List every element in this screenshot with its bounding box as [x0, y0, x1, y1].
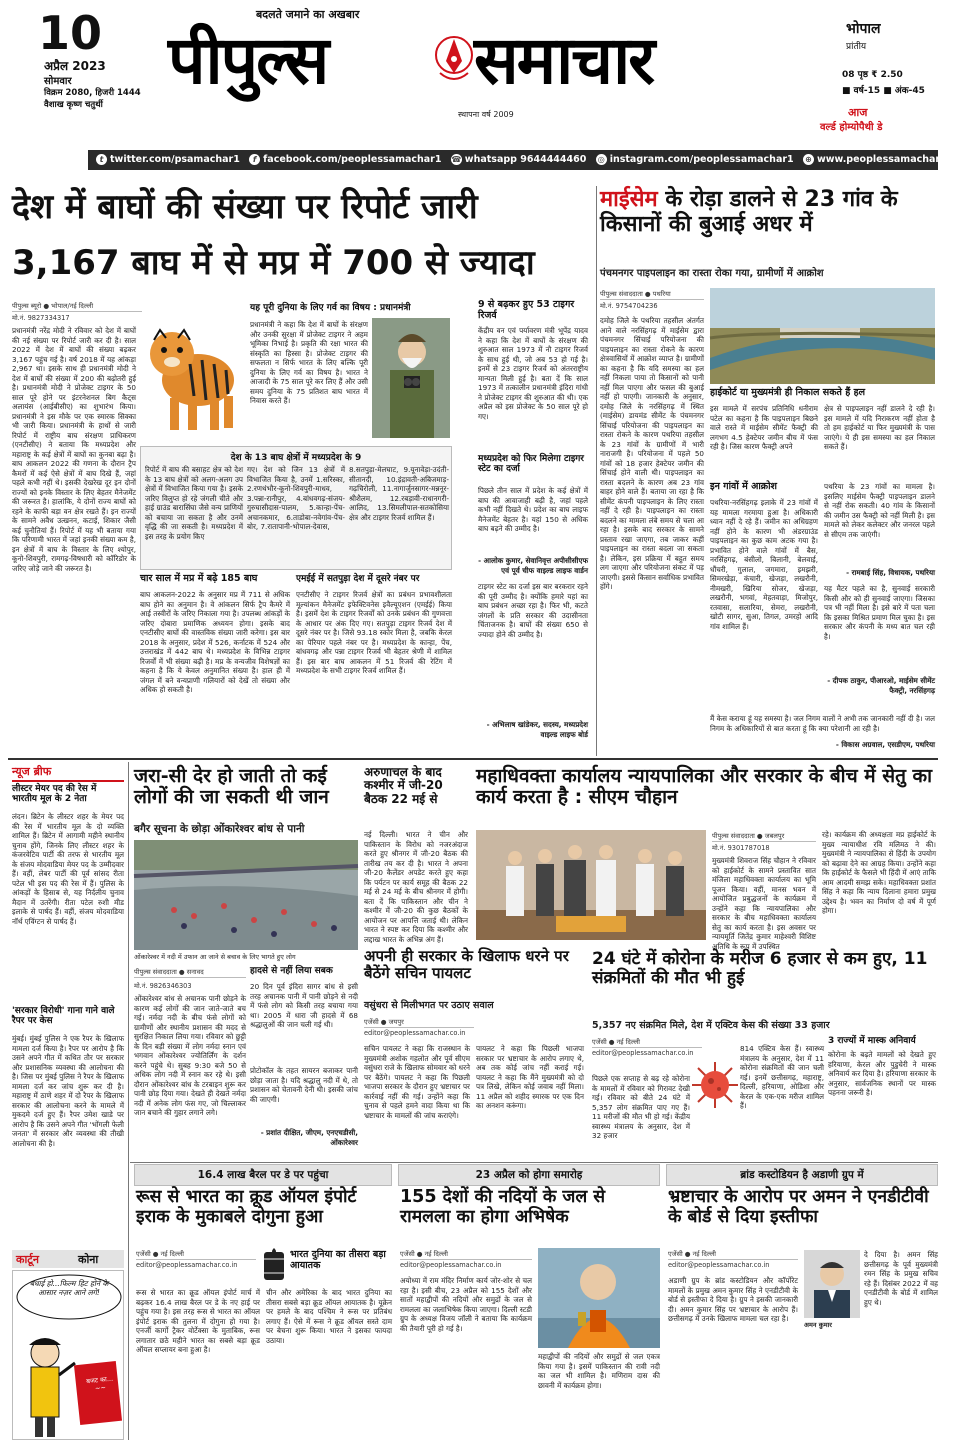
- lead-headline-1: देश में बाघों की संख्या पर रिपोर्ट जारी: [12, 187, 478, 227]
- pages-price: 08 पृष्ठ ₹ 2.50: [842, 70, 903, 80]
- lead-mobile: मो.नं. 9827334317: [12, 314, 70, 322]
- tiger-zones-box: [140, 446, 452, 570]
- ndtv-email: editor@peoplessamachar.co.in: [668, 1261, 770, 1269]
- mysem-byline: पीपुल्स संवाददाता ● पथरिया: [600, 288, 704, 300]
- edition-type: प्रांतीय: [846, 42, 867, 52]
- expert-name-2: - अभिलाष खांडेकर, सदस्य, मध्यप्रदेश वाइल्ड लाइफ बोर्ड: [486, 720, 588, 739]
- pm-quote-text: प्रधानमंत्री ने कहा कि देश में बाघों के संरक्षण और उनकी सुरक्षा में प्रोजेक्ट टाइगर ने अहम भूमिका निभाई है। प्रकृति की रक्षा भारत की संस्कृति का हिस्सा है। प्रोजेक्ट टाइगर की सफलता न सिर्फ भारत के लिए बल्कि पूरी दुनिया के लिए गर्व का विषय है। भारत ने आजादी के 75 साल पूरे कर लिए हैं और उसी समय दुनिया के 75 प्रतिशत बाघ भारत में निवास करते हैं।: [250, 320, 369, 405]
- dam-quote: प्रोटोकॉल के तहत सायरन बजाकर पानी छोड़ा जाता है। यदि श्रद्धालु नदी में थे, तो प्रशासन को चेतावनी देनी थी। इसकी जांच की जाएगी।: [250, 1066, 358, 1104]
- corona-headline: 24 घंटे में कोरोना के मरीज 6 हजार से कम हुए, 11 संक्रमितों की मौत भी हुई: [592, 949, 928, 989]
- corona-box-title: 3 राज्यों में मास्क अनिवार्य: [828, 1036, 916, 1046]
- satpura-text: एनटीसीए ने टाइगर रिजर्व क्षेत्रों का प्रबंधन प्रभावशीलता मूल्यांकन मैनेजमेंट इफेक्टिवनेस इवैल्यूएशन (एमईई) किया है। इसमें देश के टाइगर रिजर्वों को उनके प्रबंधन की गुणवत्ता के आधार पर अंक दिए गए। सतपुड़ा टाइगर रिजर्व देश में दूसरे नंबर पर है। जिसे 93.18 स्कोर मिला है, जबकि केरल का पेरियार पहले नंबर पर है। मध्यप्रदेश के कान्हा, पेंच, बांधवगढ़ और पन्ना टाइगर रिजर्व भी बेहतर श्रेणी में शामिल हैं। इस बार बाघ आकलन में 51 रिजर्व की रेटिंग में मध्यप्रदेश के सभी टाइगर रिजर्व शामिल हैं।: [296, 590, 452, 675]
- tiger-zones-col2: गए। देश को जिन 13 क्षेत्रों में विभाजित किया है, उनमें 1.सरिस्का, 2.रणथंभौर-कूनो-शिवपुरी-माधव, 3.पन्ना-रानीपुर, 4.बांधवगढ़-संजय-गुरुघासीदास-पालम, 5.कान्हा-पेंच-अचानकमार, 6.ताडोबा-नवेगांव-पेंच-बोर, 7.रातापानी-भोपाल-देवास,: [247, 465, 345, 531]
- arunachal-body: नई दिल्ली। भारत ने चीन और पाकिस्तान के विरोध को नजरअंदाज करते हुए श्रीनगर में जी-20 बैठक की तारीख तय कर दी है। भारत ने अपना जी-20 कैलेंडर अपडेट करते हुए कहा कि पर्यटन पर कार्य समूह की बैठक 22 मई से 24 मई के बीच श्रीनगर में होगी। बता दें कि पाकिस्तान और चीन ने कश्मीर में जी-20 की कुछ बैठकों के आयोजन पर आपत्ति जताई थी। लेकिन भारत ने स्पष्ट कर दिया कि कश्मीर और लद्दाख भारत के अभिन्न अंग हैं।: [364, 830, 468, 944]
- mysem-headline-red: माईसेम: [600, 187, 658, 212]
- crude-email: editor@peoplessamachar.co.in: [136, 1261, 238, 1269]
- edition-city: भोपाल: [846, 21, 881, 37]
- crude-byline: एजेंसी ● नई दिल्ली: [136, 1248, 256, 1260]
- tab-ramlalla: 23 अप्रैल को होगा समारोह: [398, 1164, 660, 1186]
- dam-photo-caption: ओंकारेश्वर में नदी में उफान आ जाने से बचाव के लिए भागते हुए लोग: [134, 953, 296, 961]
- reserves-text: केंद्रीय वन एवं पर्यावरण मंत्री भूपेंद्र यादव ने कहा कि देश में बाघों के संरक्षण की शुरुआत साल 1973 में नौ टाइगर रिजर्व के साथ हुई थी, जो अब 53 हो गई है। इनमें से 23 टाइगर रिजर्व को अंतरराष्ट्रीय मान्यता मिली हुई है। बता दें कि साल 1973 में तत्कालीन प्रधानमंत्री इंदिरा गांधी ने प्रोजेक्ट टाइगर की शुरुआत की थी। एक अप्रैल को इस प्रोजेक्ट के 50 साल पूरे हो गए।: [478, 326, 588, 421]
- villages-subhead: इन गांवों में आक्रोश: [710, 481, 778, 492]
- pilot-column-2: पायलट ने कहा कि पिछली भाजपा सरकार पर भ्रष्टाचार के आरोप लगाए थे, अब तक कोई जांच नहीं कराई गई। पायलट ने कहा कि मैंने मुख्यमंत्री को दो पत्र लिखे, लेकिन कोई जवाब नहीं मिला। 11 अप्रैल को शहीद स्मारक पर एक दिन का अनशन करूंगा।: [476, 1044, 584, 1110]
- brief-2-text: मुंबई। मुंबई पुलिस ने एक रैपर के खिलाफ मामला दर्ज किया है। रैपर पर आरोप है कि उसने अपने गीत में कथित तौर पर सरकार और प्रशासनिक व्यवस्था की आलोचना की है। जिस पर मुंबई पुलिस ने रैपर के खिलाफ मामला दर्ज कर जांच शुरू कर दी है। महाराष्ट्र में ठाणे शहर में दो रैपर के खिलाफ सरकार की आलोचना करने के मामले में मुकदमे दर्ज हुए हैं। रैपर उमेश खाडे पर आरोप है कि उसने अपने गीत 'भोंगली फेली जनता' में सरकार और व्यवस्था की तीखी आलोचना की है।: [12, 1034, 124, 1148]
- dam-subhead: बगैर सूचना के छोड़ा ओंकारेश्वर बांध से पानी: [134, 823, 305, 835]
- crude-box: भारत दुनिया का तीसरा बड़ा आयातक: [290, 1249, 386, 1271]
- mysem-subhead: पंचमनगर पाइपलाइन का रास्ता रोका गया, ग्रामीणों में आक्रोश: [600, 268, 824, 279]
- masthead-title-left: पीपुल्स: [168, 22, 328, 99]
- dam-headline: जरा-सी देर हो जाती तो कई लोगों की जा सकती थी जान: [134, 765, 329, 809]
- pilot-byline: एजेंसी ● जयपुर: [364, 1016, 474, 1028]
- corona-byline: एजेंसी ● नई दिल्ली: [592, 1036, 702, 1048]
- aman-photo-name: अमन कुमार: [804, 1321, 832, 1329]
- dam-box-text: 20 दिन पूर्व इंदिरा सागर बांध से इसी तरह अचानक पानी में पानी छोड़ने से नदी में फंसे लोग को किसी तरह बचाया गया था। 2005 में धारा जी हादसे में 68 श्रद्धालुओं की जान चली गई थी।: [250, 982, 358, 1029]
- villages-text: पथरिया-नरसिंहगढ़ इलाके में 23 गांवों में यह मामला गरमाया हुआ है। अधिकारी ध्यान नहीं दे रहे हैं। जमीन का अधिग्रहण नहीं होने के कारण भी अंडरग्राउंड पाइपलाइन का कुछ काम अटक गया है। प्रभावित होने वाले गांवों में बैस, नरसिंहगढ़, बंसीलो, बिलानी, बेलवाई, धौंचरी, गुलाल, जगमारा, इमझरी, सिमरखेड़ा, कंचारी, खेजड़ा, लखरौनी, नीमखरी, खिरिया सोजर, खेजड़ा, लखरौनी, भगवां, मेहतवाड़ा, मिजोपुर, रतवासा, सलारिया, सेमरा, लखरौनी, खोटी सागर, सुआ, तिगल, उमरहो आदि गांव शामिल हैं।: [710, 498, 818, 631]
- tiger-zones-col1: रिपोर्ट में बाघ की बसाहट क्षेत्र को देश के 13 बाघ क्षेत्रों को अलग-अलग उप क्षेत्रों में विभाजित किया गया है। इसके जरिए विलुप्त हो रहे जंगली चीते और हाई ग्राउंड बारासिंघा जैसे वन्य प्राणियों को बचाया जा सकता है और उनमें वृद्धि की जा सकती है। मध्यप्रदेश में इस तरह के प्रयोग किए: [145, 465, 243, 541]
- facebook-icon: f: [249, 154, 260, 165]
- cm-mobile: मो.नं. 9301787018: [712, 844, 770, 852]
- date-weekday: सोमवार: [44, 76, 72, 87]
- mysem-quote-1-by: - रामबाई सिंह, विधायक, पथरिया: [846, 568, 935, 577]
- tiger-state-subhead: मध्यप्रदेश को फिर मिलेगा टाइगर स्टेट का दर्जा: [478, 454, 584, 475]
- dam-box-title: हादसे से नहीं लिया सबक: [250, 966, 333, 976]
- dam-body: ओंकारेश्वर बांध से अचानक पानी छोड़ने के कारण कई लोगों की जान जाते-जाते बच गई। नर्मदा नदी के बीच फंसे लोगों को ग्रामीणों और स्थानीय प्रशासन की मदद से सुरक्षित निकाल लिया गया। रविवार को छुट्टी के दिन बड़ी संख्या में लोग नर्मदा स्नान एवं भगवान ओंकारेश्वर ज्योतिर्लिंग के दर्शन करने पहुंचे थे। सुबह 9:30 बजे 50 से अधिक लोग नदी में स्नान कर रहे थे। इसी दौरान ओंकारेश्वर बांध के टरबाइन शुरू कर पानी छोड़ दिया गया। देखते ही देखते नर्मदा नदी में अनेक लोग फंस गए, जो चिल्लाकर जान बचाने की गुहार लगाने लगे।: [134, 994, 246, 1117]
- pilot-email: editor@peoplessamachar.co.in: [364, 1029, 466, 1037]
- ramlalla-byline: एजेंसी ● नई दिल्ली: [400, 1248, 532, 1260]
- mysem-mobile: मो.नं. 9754704236: [600, 302, 658, 310]
- cartoon-bubble: बधाई हो...फिल्म हिट होने के आसार नज़र आने लगे!: [29, 1279, 109, 1298]
- corona-column-2: 814 एक्टिव केस हैं। स्वास्थ्य मंत्रालय के अनुसार, देश में 11 कोरोना संक्रमितों की जान चली गई। इनमें छत्तीसगढ़, महाराष्ट्र, दिल्ली, हरियाणा, ओडिशा और केरल के एक-एक मरीज शामिल हैं।: [740, 1044, 824, 1110]
- cartoon-sign: बजट का... ~~: [85, 1374, 114, 1393]
- corona-column-1: पिछले एक सप्ताह से बढ़ रहे कोरोना के मामलों में रविवार को गिरावट देखी गई। रविवार को बीते 24 घंटे में 5,357 लोग संक्रमित पाए गए हैं। 11 मरीजों की मौत भी हो गई। केंद्रीय स्वास्थ्य मंत्रालय के अनुसार, देश में 32 हजार: [592, 1074, 690, 1140]
- reserves-subhead: 9 से बढ़कर हुए 53 टाइगर रिजर्व: [478, 299, 575, 321]
- pm-photo: [372, 318, 450, 438]
- lead-byline: पीपुल्स ब्यूरो ● भोपाल/नई दिल्ली: [12, 300, 142, 312]
- mysem-column-3: क्षेत्र से पाइपलाइन नहीं डालने दे रही है। इस मामले में यदि निराकरण नहीं होता है तो हम हाईकोर्ट या फिर मुख्यमंत्री के पास जाएंगे। ये ही इस समस्या का हल निकाल सकते हैं।: [824, 404, 935, 451]
- tab-ndtv: ब्रांड कस्टोडियन है अडाणी ग्रुप में: [666, 1164, 938, 1186]
- brief-2-title: 'सरकार विरोधी' गाना गाने वाले रैपर पर केस: [12, 1006, 115, 1027]
- mysem-quote-2: यह मैटर पहले का है, सुनवाई सरकारी किसी और को ही सुनवाई जाएगा। जिसका पत्र भी नहीं मिला है। इसे बारे में पता चला कि इसका मिश्रित प्रमाण मिल चुका है। इस सरकार और कंपनी के मध्य बात चल रही है।: [824, 584, 935, 641]
- masthead: [8, 5, 938, 148]
- pm-quote-title: यह पूरी दुनिया के लिए गर्व का विषय : प्रधानमंत्री: [250, 303, 411, 313]
- expert-quote-2: टाइगर स्टेट का दर्जा इस बार बरकरार रहने की पूरी उम्मीद है। क्योंकि हमारे यहां का बाघ प्रबंधन अच्छा रहा है। फिर भी, कटते जंगलों के प्रति सरकार की उदासीनता चिंताजनक है। बाघों की संख्या 650 से ज्यादा होने की उम्मीद है।: [478, 582, 588, 639]
- satpura-subhead: एमईई में सतपुड़ा देश में दूसरे नंबर पर: [296, 574, 420, 584]
- ramlalla-email: editor@peoplessamachar.co.in: [400, 1261, 502, 1269]
- pilot-subhead: वसुंधरा से मिलीभगत पर उठाए सवाल: [364, 1000, 494, 1011]
- corona-subhead: 5,357 नए संक्रमित मिले, देश में एक्टिव केस की संख्या 33 हजार: [592, 1020, 830, 1031]
- date-month: अप्रैल 2023: [44, 59, 106, 73]
- cartoon-header: [12, 1250, 124, 1268]
- whatsapp-link[interactable]: ☎ whatsapp 9644444460: [451, 154, 587, 165]
- news-brief-label: न्यूज ब्रीफ: [12, 765, 52, 778]
- aman-photo: [804, 1250, 860, 1318]
- volume-number: ■ वर्ष-15 ■ अंक-45: [842, 86, 925, 96]
- dam-photo: [134, 840, 358, 950]
- website-link[interactable]: ⊕ www.peoplessamachar.in: [803, 150, 952, 170]
- mysem-headline-rest: के रोड़ा डालने से 23 गांव के किसानों की बुआई अधर में: [600, 187, 898, 237]
- globe-icon: ⊕: [803, 154, 814, 165]
- expert-quote-1: पिछले तीन साल में प्रदेश के कई क्षेत्रों में बाघ की आवाजाही बढ़ी है, जहां पहले कभी नहीं दिखते थे। प्रदेश का बाघ लाइफ मैनेजमेंट बेहतर है। यहां 150 से अधिक बाघ बढ़ने की उम्मीद है।: [478, 486, 588, 533]
- mysem-quote-1: पथरिया के 23 गांवों का मामला है। इसलिए माईसेम फैक्ट्री पाइपलाइन डालने से नहीं रोक सकती। 40 गांव के किसानों की जमीन उस फैक्ट्री को नहीं मिली है। इस मामले को लेकर कलेक्टर और जनरल पहले से सीएम तक जाएंगी।: [824, 482, 935, 539]
- mysem-quote-3: मैं केस कराया हूं यह समस्या है। जल निगम वालों ने अभी तक जानकारी नहीं दी है। जल निगम के अधिकारियों से बात करता हूं कि क्या परेशानी आ रही है।: [710, 714, 935, 733]
- expert-name-1: - आलोक कुमार, सेवानिवृत्त अपीसीसीएफ एवं पूर्व चीफ वाइल्ड लाइफ वार्डन: [478, 556, 588, 575]
- virus-icon: [690, 1060, 740, 1110]
- instagram-icon: ◎: [596, 154, 607, 165]
- mysem-photo-caption: हाईकोर्ट या मुख्यमंत्री ही निकाल सकते हैं हल: [710, 387, 866, 398]
- ramlalla-headline: 155 देशों की नदियों के जल से रामलला का होगा अभिषेक: [400, 1187, 606, 1227]
- whatsapp-icon: ☎: [451, 155, 462, 164]
- corona-email: editor@peoplessamachar.co.in: [592, 1049, 694, 1057]
- tiger-zones-title: देश के 13 बाघ क्षेत्रों में मध्यप्रदेश के 9: [230, 453, 362, 463]
- tagline: बदलते जमाने का अखबार: [256, 8, 360, 21]
- mysem-quote-3-by: - विकास अग्रवाल, एसडीएम, पथरिया: [835, 740, 935, 749]
- crude-column-1: रूस से भारत का क्रूड ऑयल इंपोर्ट मार्च में बढ़कर 16.4 लाख बैरल पर डे के नए हाई पर पहुंच गया है। इस तरह रूस से भारत का ऑयल इंपोर्ट इराक की तुलना में दोगुना हो गया है। एनर्जी कार्गो ट्रैकर वोर्टेक्सा के मुताबिक, रूस लगातार छठे महीने भारत का सबसे बड़ा क्रूड ऑयल सप्लायर बना हुआ है।: [136, 1288, 260, 1354]
- crude-column-2: चीन और अमेरिका के बाद भारत दुनिया का तीसरा सबसे बड़ा क्रूड ऑयल आयातक है। यूक्रेन पर हमले के बाद पश्चिम ने रूस पर प्रतिबंध लगाए हैं। ऐसे में रूस ने क्रूड ऑयल सस्ते दाम पर बेचना शुरू किया। भारत ने इसका फायदा उठाया।: [266, 1288, 392, 1345]
- cartoon-corner: कोना: [78, 1253, 99, 1266]
- date-number: 10: [38, 6, 103, 60]
- social-bar: [88, 150, 953, 170]
- priest-photo: [538, 1248, 660, 1348]
- cm-photo: [476, 830, 706, 940]
- masthead-title-right: समाचार: [474, 22, 654, 99]
- dam-quote-by: - प्रशांत दीक्षित, जीएम, एनएचडीसी, ओंकारेश्वर: [260, 1128, 358, 1147]
- twitter-link[interactable]: t twitter.com/psamachar1: [96, 150, 240, 170]
- pilot-column-1: सचिन पायलट ने कहा कि राजस्थान के मुख्यमंत्री अशोक गहलोत और पूर्व सीएम वसुंधरा राजे के खिलाफ सोमवार को धरने पर बैठेंगे। पायलट ने कहा कि पिछली भाजपा सरकार के दौरान हुए भ्रष्टाचार पर कार्रवाई नहीं की गई। उन्होंने कहा कि चुनाव से पहले हमने वादा किया था कि भ्रष्टाचार के मामलों की जांच कराएंगे।: [364, 1044, 471, 1120]
- tab-crude: 16.4 लाख बैरल पर डे पर पहुंचा: [134, 1164, 392, 1186]
- twitter-icon: t: [96, 154, 107, 165]
- pen-nib-logo: [432, 33, 476, 85]
- ndtv-byline: एजेंसी ● नई दिल्ली: [668, 1248, 798, 1260]
- today-label: आज: [848, 106, 868, 119]
- instagram-link[interactable]: ◎ instagram.com/peoplessamachar1: [597, 154, 794, 165]
- tiger-photo: [140, 300, 240, 440]
- dam-mobile: मो.नं. 9826346303: [134, 982, 192, 990]
- brief-1-title: लीस्टर मेयर पद की रेस में भारतीय मूल के 2 नेता: [12, 784, 97, 805]
- canal-photo: [710, 288, 935, 384]
- cartoon-label: कार्टून: [16, 1253, 39, 1266]
- ramlalla-column-2: महाद्वीपों की नदियों और समुद्रों से जल एकत्र किया गया है। इसमें पाकिस्तान की रावी नदी का जल भी शामिल है। मणिराम दास की छावनी में कार्यक्रम होगा।: [538, 1352, 660, 1390]
- ndtv-headline: भ्रष्टाचार के आरोप पर अमन ने एनडीटीवी के बोर्ड से दिया इस्तीफा: [668, 1187, 929, 1227]
- mysem-column-2: इस मामले में सरपंच प्रतिनिधि धनीराम पटेल का कहना है कि पाइपलाइन बिछने वाले रास्ते में माईसेम सीमेंट फैक्ट्री की लगभग 4.5 हेक्टेयर जमीन बीच में फंस रही है। जिस कारण फैक्ट्री अपने: [710, 404, 818, 451]
- cartoon-panel: [12, 1270, 124, 1440]
- cm-column-2: रहे। कार्यक्रम की अध्यक्षता मप्र हाईकोर्ट के मुख्य न्यायाधीश रवि मलिमठ ने की। मुख्यमंत्री ने न्यायपालिका से हिंदी के उपयोग को बढ़ावा देने का आग्रह किया। उन्होंने कहा कि हाईकोर्ट के फैसले भी हिंदी में आएं ताकि आम आदमी समझ सके। महाधिवक्ता प्रशांत सिंह ने कहा कि न्याय दिलाना हमारा प्रमुख उद्देश्य है। भवन का निर्माण दो वर्ष में पूर्ण होगा।: [822, 830, 936, 915]
- brief-1-text: लंदन। ब्रिटेन के लीस्टर शहर के मेयर पद की रेस में भारतीय मूल के दो व्यक्ति शामिल हैं। ब्रिटेन में आगामी महीने स्थानीय चुनाव होंगे, जिनके लिए लीस्टर शहर के कंजरवेटिव पार्टी की तरफ से भारतीय मूल के संजय मोदवाडिया मेयर पद के उम्मीदवार हैं। वहीं, लेबर पार्टी की पूर्व सांसद रीता पटेल भी इस पद की रेस में हैं। पुलिस के आंकड़ों के हिसाब से, यह निर्दलीय चुनाव मैदान में उतरेंगी। रीता पटेल रुशी मीड इलाके से पार्षद हैं। वहीं, संजय मोदवाडिया नॉर्थ एविंग्टन से पार्षद हैं।: [12, 812, 124, 926]
- ndtv-column-2: दे दिया है। अमन सिंह छत्तीसगढ़ के पूर्व मुख्यमंत्री रमन सिंह के प्रमुख सचिव रहे हैं। दिसंबर 2022 में वह एनडीटीवी के बोर्ड में शामिल हुए थे।: [864, 1250, 938, 1307]
- lead-column-1: प्रधानमंत्री नरेंद्र मोदी ने रविवार को देश में बाघों की नई संख्या पर रिपोर्ट जारी कर दी है। साल 2022 में देश में बाघों की संख्या बढ़कर 3,167 पहुंच गई है। वर्ष 2018 में यह आंकड़ा 2,967 था। इसके साथ ही प्रधानमंत्री मोदी ने देश में बाघों की संख्या में 200 की बढ़ोतरी हुई है। प्रधानमंत्री मोदी ने प्रोजेक्ट टाइगर के 50 साल पूरे होने पर इंटरनेशनल बिग कैट्स अलायंस (आईबीसीए) का शुभारंभ किया। प्रधानमंत्री ने इस मौके पर एक स्मारक सिक्का भी जारी किया। प्रधानमंत्री के हाथों से जारी रिपोर्ट में राष्ट्रीय बाघ संरक्षण प्राधिकरण (एनटीसीए) ने बताया कि मध्यप्रदेश और महाराष्ट्र के कई क्षेत्रों में बाघों का कुनबा बढ़ा है। बाघ आकलन 2022 की गणना के दौरान ट्रैप कैमरों में कई ऐसे क्षेत्रों में बाघ दिखे हैं, जहां पहले कभी नहीं थे। इसकी देखरेख दूर इन दोनों राज्यों को इनके विस्तार के लिए बेहतर मैनेजमेंट की जरूरत है। हालांकि, ये दोनों राज्य बाघों को रहने के काफी बड़ा वन क्षेत्र रखते हैं। इन राज्यों के सामने अवैध उत्खनन, कटाई, शिकार जैसी कई चुनौतियां हैं। रिपोर्ट में यह भी बताया गया कि परिणामी भारत में जहां इनकी संख्या कम है, इन क्षेत्रों में बाघ के विस्तार के लिए श्योपुर, कूनो-शिवपुरी, रामगढ़-विषधारी को कॉरिडोर के जरिए जोड़े जाने की जरूरत है।: [12, 326, 136, 573]
- mysem-column-1: दमोह जिले के पथरिया तहसील अंतर्गत आने वाले नरसिंहगढ़ में माईसेम द्वारा पंचमनगर सिंचाई परियोजना की पाइपलाइन का रास्ता रोकने के कारण क्षेत्रवासियों में आक्रोश व्याप्त है। ग्रामीणों का कहना है कि यदि समस्या का हल नहीं निकला पाया तो किसानों को पानी नहीं मिल पाएगा और फसल की बुआई नहीं हो पाएगी। जानकारी के अनुसार, दमोह जिले के नरसिंहगढ़ में स्थित (माईसेम) डायमंड सीमेंट के पंचमनगर सिंचाई परियोजना की पाइपलाइन का रास्ता रोकने के कारण पथरिया तहसील के 23 गांवों के ग्रामीणों में भारी नाराजगी है। परियोजना में पहले 50 गांवों को 18 हजार हेक्टेयर जमीन की सिंचाई होने वाली थी। पाइपलाइन का रास्ता बदलने के कारण अब 23 गांव बाहर होने वाले हैं। बताया जा रहा है कि सीमेंट कंपनी पाइपलाइन के लिए रास्ता नहीं दे रही है। पाइपलाइन का रास्ता बदलने का मामला लंबे समय से चला आ रहा है। इसके बाद सरकार के सामने प्रस्ताव रखा जाएगा, तब जाकर कहीं पाइपलाइन का रास्ता बदला जा सकता है। लेकिन, इस प्रक्रिया में बहुत समय लग जाएगा और परियोजना संकट में पड़ जाएगी। इससे किसान सर्वाधिक प्रभावित होंगे।: [600, 316, 704, 591]
- crude-headline: रूस से भारत का क्रूड ऑयल इंपोर्ट इराक के मुकाबले दोगुना हुआ: [136, 1187, 357, 1227]
- mysem-headline: [600, 188, 935, 248]
- cm-headline: महाधिवक्ता कार्यालय न्यायपालिका और सरकार के बीच में सेतु का कार्य करता है : सीएम चौहान: [476, 765, 933, 809]
- cm-column-1: मुख्यमंत्री शिवराज सिंह चौहान ने रविवार को हाईकोर्ट के सामने प्रस्तावित सात मंजिला महाधिवक्ता कार्यालय का भूमि पूजन किया। वहीं, मानस भवन में आयोजित प्रबुद्धजनों के कार्यक्रम में उन्होंने कहा कि न्यायपालिका और सरकार के बीच महाधिवक्ता कार्यालय सेतु का कार्य करता है। इस अवसर पर न्यायमूर्ति जितेंद्र कुमार माहेश्वरी विशिष्ट अतिथि के रूप में उपस्थित: [712, 856, 816, 951]
- mp-tigers-subhead: चार साल में मप्र में बढ़े 185 बाघ: [140, 573, 258, 584]
- ramlalla-column-1: अयोध्या में राम मंदिर निर्माण कार्य जोर-शोर से चल रहा है। इसी बीच, 23 अप्रैल को 155 देशों और सातों महाद्वीपों की नदियों और समुद्रों के जल से रामलला का जलाभिषेक किया जाएगा। दिल्ली स्टडी ग्रुप के अध्यक्ष विजय जॉली ने बताया कि कार्यक्रम की तैयारी पूरी हो गई है।: [400, 1276, 532, 1333]
- cm-byline: पीपुल्स संवाददाता ● जबलपुर: [712, 830, 816, 842]
- dam-byline: पीपुल्स संवाददाता ● सनावद: [134, 966, 246, 978]
- tiger-zones-col3: 8.सतपुड़ा-मेलघाट, 9.यूनावेड़ा-उदंती-सीतानदी, 10.इंद्रावती-अबिजमाड़-गढ़चिरोली, 11.नागार्जुनसागर-मन्ननूर-श्रीशैलम, 12.रबड़ावी-राधानगरी-आलिद, 13.सिमलीपाल-सतकोसिया क्षेत्र और टाइगर रिजर्व शामिल हैं।: [349, 465, 449, 522]
- founded-year: स्थापना वर्ष 2009: [458, 110, 514, 119]
- corona-box-text: कोरोना के बढ़ते मामलों को देखते हुए हरियाणा, केरल और पुडुचेरी ने मास्क अनिवार्य कर दिया है। हरियाणा सरकार के अनुसार, सार्वजनिक स्थानों पर मास्क पहनना जरूरी है।: [828, 1050, 936, 1097]
- mysem-quote-2-by: - दीपक ठाकुर, पीआरओ, माईसेम सीमेंट फैक्ट्री, नरसिंहगढ़: [827, 676, 935, 695]
- facebook-link[interactable]: f facebook.com/peoplessamachar1: [249, 150, 441, 170]
- samvat-date: विक्रम 2080, हिजरी 1444: [44, 88, 141, 98]
- mp-tigers-text: बाघ आकलन-2022 के अनुसार मप्र में 711 से अधिक बाघ होने का अनुमान है। वे आंकलन सिर्फ ट्रैप कैमरे में आई तस्वीरों के जरिए निकाला गया है। उपलब्ध आंकड़ों के जरिए दोबारा प्रमाणिक अध्ययन होगा। इसके बाद एनटीसीए बाघों की वास्तविक संख्या जारी करेगा। इस बार 2018 के अनुसार, प्रदेश में 526, कर्नाटक में 524 और उत्तराखंड में 442 बाघ थे। मध्यप्रदेश के विभिन्न टाइगर रिजर्वों में भी संख्या बढ़ी है। मप्र के वन्यजीव विशेषज्ञों का कहना है कि ये केवल अनुमानित संख्या है। हाल ही में जंगल में बने वन्यप्राणी गलियारों को देखें तो संख्या और अधिक हो सकती है।: [140, 590, 290, 694]
- today-event: वर्ल्ड होम्योपैथी डे: [820, 122, 883, 133]
- pilot-headline: अपनी ही सरकार के खिलाफ धरने पर बैठेंगे सचिन पायलट: [364, 947, 569, 982]
- arunachal-headline: अरुणाचल के बाद कश्मीर में जी-20 बैठक 22 मई से: [364, 765, 443, 806]
- lead-headline-2: 3,167 बाघ में से मप्र में 700 से ज्यादा: [12, 243, 535, 283]
- ndtv-column-1: अडाणी ग्रुप के ब्रांड कस्टोडियन और कॉर्पोरेट मामलों के प्रमुख अमन कुमार सिंह ने एनडीटीवी के बोर्ड से इस्तीफा दे दिया है। ग्रुप ने इसकी जानकारी दी। अमन कुमार सिंह पर भ्रष्टाचार के आरोप हैं। छत्तीसगढ़ में उनके खिलाफ मामला चल रहा है।: [668, 1276, 798, 1323]
- tithi: वैशाख कृष्ण चतुर्थी: [44, 100, 103, 110]
- oil-barrel-icon: [262, 1248, 286, 1282]
